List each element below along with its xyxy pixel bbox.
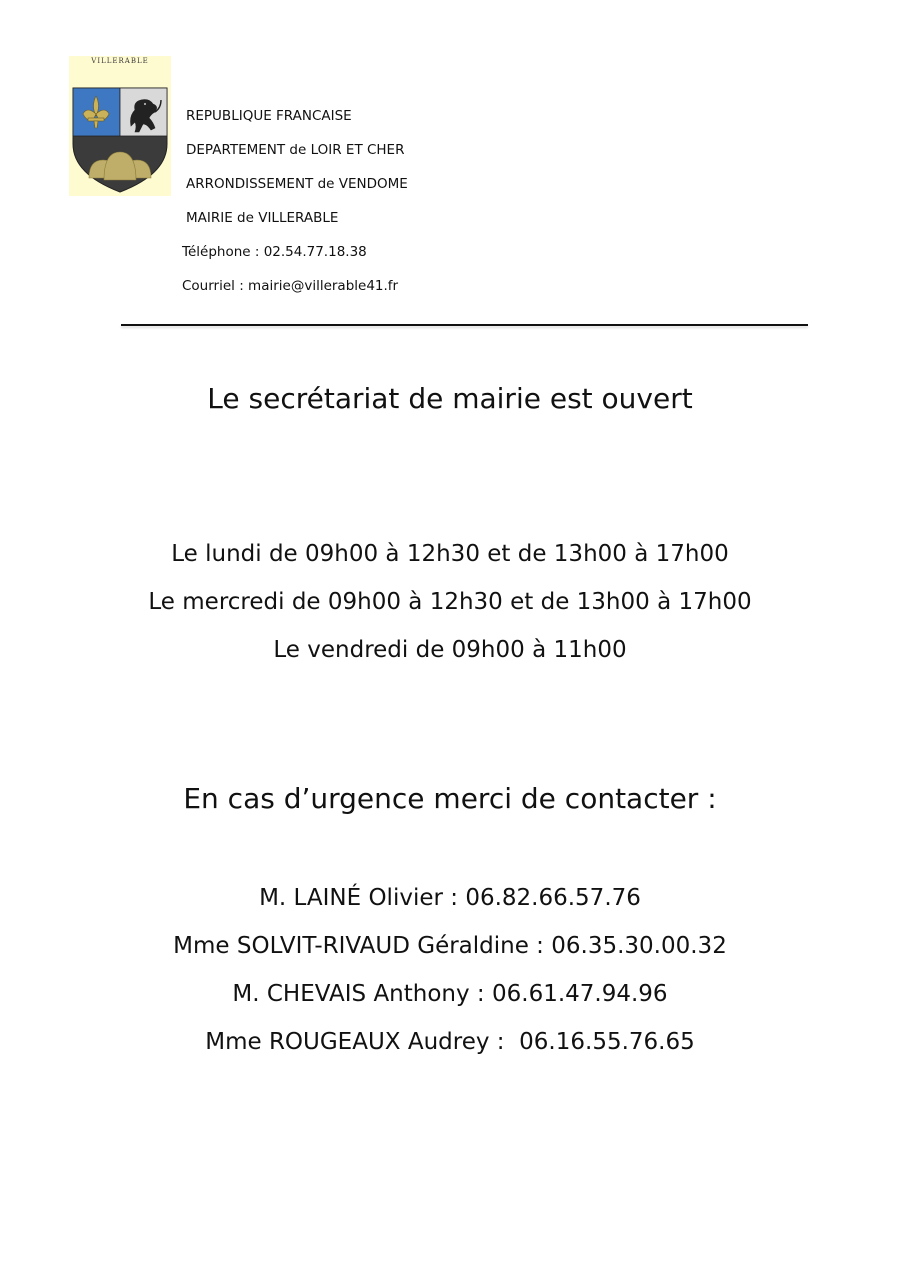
header-email: Courriel : mairie@villerable41.fr bbox=[182, 278, 399, 294]
header-republic: REPUBLIQUE FRANCAISE bbox=[186, 108, 352, 124]
village-crest bbox=[69, 56, 171, 196]
header-phone: Téléphone : 02.54.77.18.38 bbox=[182, 244, 367, 260]
crest-caption: VILLERABLE bbox=[91, 57, 149, 65]
contact-rougeaux: Mme ROUGEAUX Audrey : 06.16.55.76.65 bbox=[205, 1029, 695, 1055]
header-mairie: MAIRIE de VILLERABLE bbox=[186, 210, 339, 226]
emergency-title: En cas d’urgence merci de contacter : bbox=[183, 782, 717, 815]
hours-monday: Le lundi de 09h00 à 12h30 et de 13h00 à 17h00 bbox=[171, 541, 729, 567]
header-department: DEPARTEMENT de LOIR ET CHER bbox=[186, 142, 405, 158]
hours-friday: Le vendredi de 09h00 à 11h00 bbox=[273, 637, 627, 663]
coat-of-arms-icon bbox=[69, 56, 171, 196]
contact-solvit-rivaud: Mme SOLVIT-RIVAUD Géraldine : 06.35.30.00.32 bbox=[173, 933, 727, 959]
opening-title: Le secrétariat de mairie est ouvert bbox=[207, 382, 693, 415]
header-divider bbox=[121, 324, 808, 326]
header-arrondissement: ARRONDISSEMENT de VENDOME bbox=[186, 176, 408, 192]
contact-chevais: M. CHEVAIS Anthony : 06.61.47.94.96 bbox=[232, 981, 668, 1007]
contact-laine: M. LAINÉ Olivier : 06.82.66.57.76 bbox=[259, 885, 641, 911]
hours-wednesday: Le mercredi de 09h00 à 12h30 et de 13h00 à 17h00 bbox=[148, 589, 752, 615]
